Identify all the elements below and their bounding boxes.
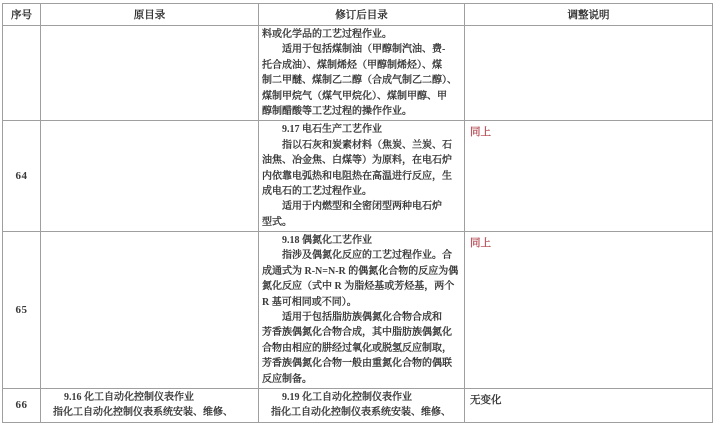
text-line: 托合成油）、煤制烯烃（甲醇制烯烃）、煤 (262, 59, 442, 71)
text-line: 成通式为 R-N=N-R 的偶氮化合物的反应为偶 (262, 265, 459, 277)
revised-catalog-cell (259, 121, 465, 232)
text-line: 9.18 偶氮化工艺作业 (282, 235, 372, 247)
text-line: 适用于包括煤制油（甲醇制汽油、费- (282, 44, 446, 56)
text-line: 9.17 电石生产工艺作业 (282, 124, 382, 136)
text-line: 指以石灰和炭素材料（焦炭、兰炭、石 (282, 139, 452, 151)
text-line: 反应制备。 (262, 373, 312, 385)
row-number-cell (3, 26, 41, 121)
catalog-revision-table (2, 3, 713, 423)
text-line: R 基可相同或不同）。 (262, 296, 357, 308)
col-header-serial: 序号 (3, 4, 41, 26)
text-line: 料或化学品的工艺过程作业。 (262, 29, 392, 40)
original-catalog-cell (41, 26, 259, 121)
text-line: 油焦、冶金焦、白煤等）为原料，在电石炉 (262, 155, 452, 167)
row-number-cell: 64 (3, 121, 41, 232)
table-row (3, 232, 713, 389)
adjustment-note-cell: 同上 (465, 232, 713, 389)
text-line: 指化工自动化控制仪表系统安装、维修、 (53, 407, 233, 419)
adjustment-note-cell (465, 26, 713, 121)
adjustment-note-cell: 同上 (465, 121, 713, 232)
text-line: 内依靠电弧热和电阻热在高温进行反应，生 (262, 170, 452, 182)
col-header-original-catalog: 原目录 (41, 4, 259, 26)
text-line: 醇制醋酸等工艺过程的操作作业。 (262, 105, 412, 117)
revised-catalog-cell (259, 388, 465, 422)
table-row (3, 388, 713, 422)
text-line: 芳香族偶氮化合物一般由重氮化合物的偶联 (262, 358, 452, 370)
table-row (3, 26, 713, 121)
text-line: 适用于内燃型和全密闭型两种电石炉 (282, 201, 442, 213)
revised-catalog-cell (259, 26, 465, 121)
original-catalog-cell (41, 388, 259, 422)
col-header-revised-catalog: 修订后目录 (259, 4, 465, 26)
table-row (3, 121, 713, 232)
text-line: 9.19 化工自动化控制仪表作业 (282, 391, 412, 403)
text-line: 氮化反应（式中 R 为脂烃基或芳烃基，两个 (262, 281, 455, 293)
revised-catalog-cell (259, 232, 465, 389)
text-line: 型式。 (262, 216, 292, 228)
adjustment-note-cell: 无变化 (465, 388, 713, 422)
row-number-cell: 65 (3, 232, 41, 389)
text-line: 适用于包括脂肪族偶氮化合物合成和 (282, 312, 442, 324)
text-line: 9.16 化工自动化控制仪表作业 (64, 391, 194, 403)
text-line: 合物由相应的肼经过氧化或脱氢反应制取， (262, 342, 452, 354)
header-row (3, 4, 713, 26)
original-catalog-cell (41, 121, 259, 232)
text-line: 制二甲醚、煤制乙二醇（合成气制乙二醇）、 (262, 75, 457, 87)
text-line: 芳香族偶氮化合物合成，其中脂肪族偶氮化 (262, 327, 452, 339)
text-line: 成电石的工艺过程作业。 (262, 185, 372, 197)
text-line: 指涉及偶氮化反应的工艺过程作业。合 (282, 250, 452, 262)
row-number-cell: 66 (3, 388, 41, 422)
text-line: 煤制甲烷气（煤气甲烷化）、煤制甲醇、甲 (262, 90, 447, 102)
original-catalog-cell (41, 232, 259, 389)
col-header-adjustment-note: 调整说明 (465, 4, 713, 26)
text-line: 指化工自动化控制仪表系统安装、维修、 (271, 407, 451, 419)
